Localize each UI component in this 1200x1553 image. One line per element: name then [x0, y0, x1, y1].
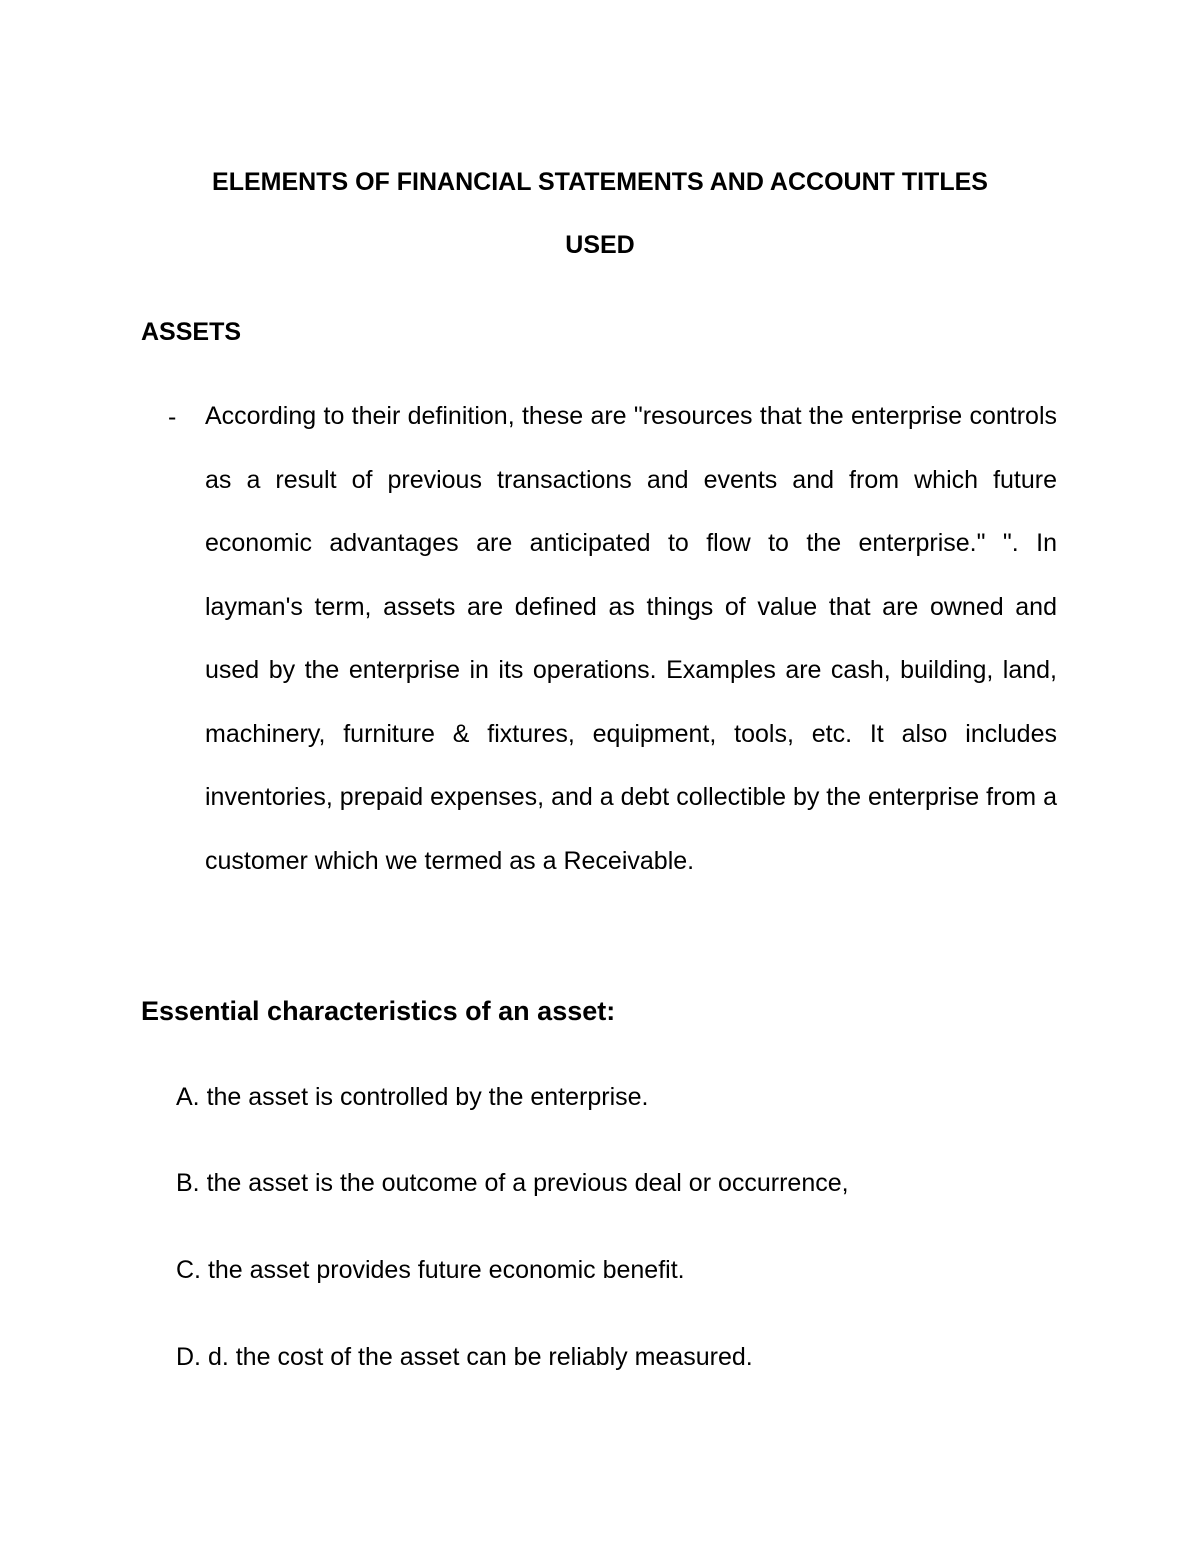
document-title: ELEMENTS OF FINANCIAL STATEMENTS AND ACCOUNT TITLES: [212, 168, 988, 196]
assets-heading: ASSETS: [141, 318, 242, 346]
characteristics-heading: Essential characteristics of an asset:: [141, 996, 616, 1026]
document-title-continuation: USED: [565, 231, 635, 259]
assets-definition-paragraph: According to their definition, these are "resources that the enterprise controls as a result of previous transactions and events and from which future economic advantages are anticipated to flow to the enterprise." ". In layman's term, assets are defined as things of value that are owned and used by the enterprise in its operations. Examples are cash, building, land, machinery, furniture & fixtures, equipment, tools, etc. It also includes inventories, prepaid expenses, and a debt collectible by the enterprise from a customer which we termed as a Receivable.: [205, 402, 1057, 875]
characteristic-item-a: A. the asset is controlled by the enterprise.: [176, 1083, 649, 1111]
characteristic-item-d: D. d. the cost of the asset can be reliably measured.: [176, 1343, 753, 1371]
characteristic-item-b: B. the asset is the outcome of a previous deal or occurrence,: [176, 1169, 849, 1197]
characteristic-item-c: C. the asset provides future economic benefit.: [176, 1256, 685, 1284]
bullet-dash: -: [168, 403, 177, 431]
